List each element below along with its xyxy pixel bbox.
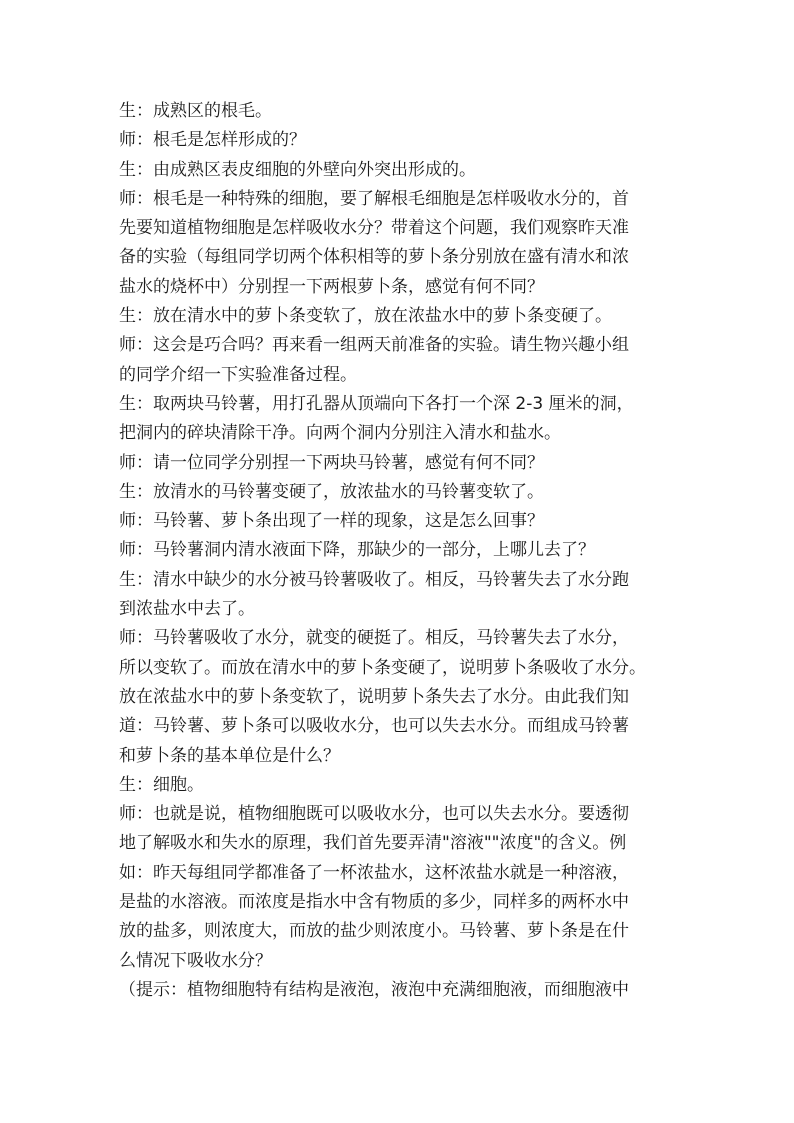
text-line: 放的盐多，则浓度大，而放的盐少则浓度小。马铃薯、萝卜条是在什: [119, 921, 629, 942]
text-line: 么情况下吸收水分？: [119, 950, 272, 971]
text-line: 所以变软了。而放在清水中的萝卜条变硬了，说明萝卜条吸收了水分。: [119, 657, 646, 678]
text-line: 如：昨天每组同学都准备了一杯浓盐水，这杯浓盐水就是一种溶液，: [119, 862, 629, 883]
text-line: 师：根毛是一种特殊的细胞，要了解根毛细胞是怎样吸收水分的，首: [119, 188, 629, 209]
text-line: 放在浓盐水中的萝卜条变软了，说明萝卜条失去了水分。由此我们知: [119, 686, 629, 707]
text-line: 师：马铃薯、萝卜条出现了一样的现象，这是怎么回事？: [119, 511, 544, 532]
text-line: 地了解吸水和失水的原理，我们首先要弄清"溶液""浓度"的含义。例: [119, 833, 627, 854]
text-line: 是盐的水溶液。而浓度是指水中含有物质的多少，同样多的两杯水中: [119, 892, 629, 913]
text-line: 的同学介绍一下实验准备过程。: [119, 364, 357, 385]
text-line: 生：成熟区的根毛。: [119, 101, 272, 121]
text-line: 道：马铃薯、萝卜条可以吸收水分，也可以失去水分。而组成马铃薯: [119, 716, 629, 737]
text-line: 师：根毛是怎样形成的？: [119, 130, 306, 151]
text-line: 把洞内的碎块清除干净。向两个洞内分别注入清水和盐水。: [119, 423, 561, 444]
text-line: （提示：植物细胞特有结构是液泡，液泡中充满细胞液，而细胞液中: [119, 979, 629, 1000]
text-line: 师：也就是说，植物细胞既可以吸收水分，也可以失去水分。要透彻: [119, 804, 629, 825]
text-line: 师：请一位同学分别捏一下两块马铃薯，感觉有何不同？: [119, 452, 544, 473]
text-line: 盐水的烧杯中）分别捏一下两根萝卜条，感觉有何不同？: [119, 276, 544, 297]
text-line: 和萝卜条的基本单位是什么？: [119, 745, 340, 766]
text-line: 师：马铃薯吸收了水分，就变的硬挺了。相反，马铃薯失去了水分，: [119, 628, 629, 649]
text-line: 生：细胞。: [119, 774, 204, 795]
text-line: 到浓盐水中去了。: [119, 599, 255, 620]
text-line: 生：清水中缺少的水分被马铃薯吸收了。相反，马铃薯失去了水分跑: [119, 569, 629, 590]
text-line: 生：放在清水中的萝卜条变软了，放在浓盐水中的萝卜条变硬了。: [119, 306, 612, 327]
text-line: 师：马铃薯洞内清水液面下降，那缺少的一部分，上哪儿去了？: [119, 540, 595, 561]
text-line: 生：取两块马铃薯，用打孔器从顶端向下各打一个深 2-3 厘米的洞，: [119, 393, 634, 414]
text-line: 先要知道植物细胞是怎样吸收水分？带着这个问题，我们观察昨天准: [119, 218, 629, 239]
text-line: 生：放清水的马铃薯变硬了，放浓盐水的马铃薯变软了。: [119, 481, 544, 502]
text-line: 生：由成熟区表皮细胞的外壁向外突出形成的。: [119, 159, 476, 180]
text-line: 备的实验（每组同学切两个体积相等的萝卜条分别放在盛有清水和浓: [119, 247, 629, 268]
text-line: 师：这会是巧合吗？再来看一组两天前准备的实验。请生物兴趣小组: [119, 335, 629, 356]
